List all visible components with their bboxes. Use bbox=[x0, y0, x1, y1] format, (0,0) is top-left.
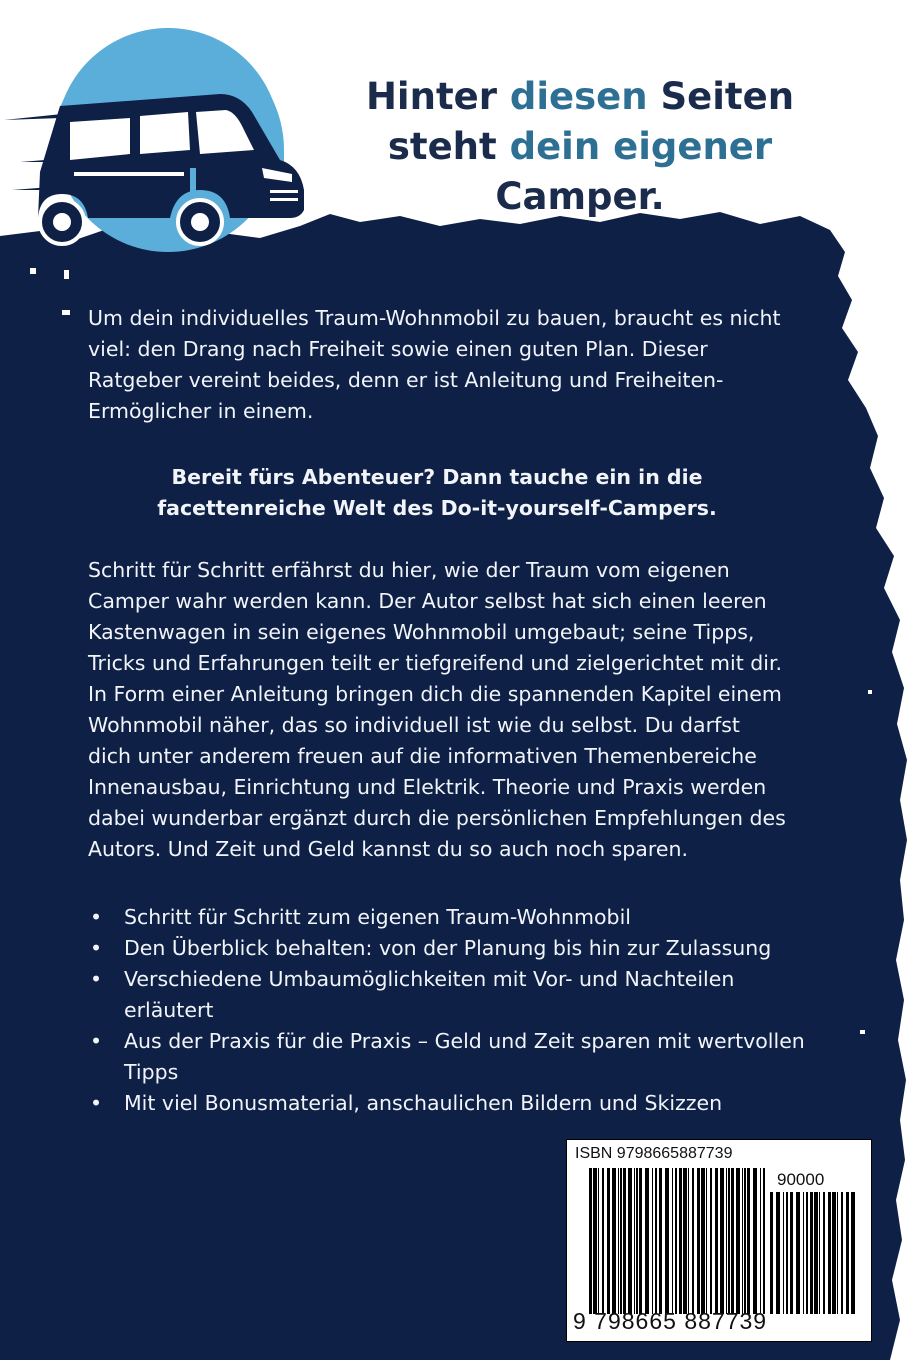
list-item bbox=[88, 902, 808, 933]
tagline: Bereit fürs Abenteuer? Dann tauche ein in die facettenreiche Welt des Do-it-yourself-Campers. bbox=[157, 465, 717, 520]
headline-word-accent: dein bbox=[509, 125, 601, 168]
headline-word: Hinter bbox=[365, 75, 497, 118]
list-item-text: Schritt für Schritt zum eigenen Traum-Wohnmobil bbox=[124, 905, 631, 929]
list-item-text: Mit viel Bonusmaterial, anschaulichen Bildern und Skizzen bbox=[124, 1091, 723, 1115]
headline-word: steht bbox=[387, 125, 497, 168]
camper-van-icon bbox=[0, 50, 310, 250]
headline-word-accent: eigener bbox=[613, 125, 773, 168]
list-item-text: Verschiedene Umbaumöglichkeiten mit Vor- und Nachteilen erläutert bbox=[124, 967, 735, 1022]
feature-list bbox=[88, 902, 808, 1119]
list-item-text: Aus der Praxis für die Praxis – Geld und Zeit sparen mit wertvollen Tipps bbox=[124, 1029, 805, 1084]
headline-word: Seiten bbox=[660, 75, 795, 118]
bullet-icon: • bbox=[90, 1091, 103, 1115]
bullet-icon: • bbox=[90, 967, 103, 991]
price-code: 90000 bbox=[777, 1170, 825, 1189]
intro-paragraph: Um dein individuelles Traum-Wohnmobil zu bauen, braucht es nicht viel: den Drang nach Freiheit sowie einen guten Plan. Dieser Ratgeber vereint beides, denn er ist Anleitung und Freiheiten-Ermöglicher in einem. bbox=[88, 306, 781, 423]
list-item bbox=[88, 1088, 808, 1119]
headline bbox=[300, 72, 860, 222]
barcode-addon-bars-icon bbox=[770, 1192, 860, 1314]
barcode-digits: 9 798665 887739 bbox=[573, 1308, 768, 1334]
isbn-label: ISBN 9798665887739 bbox=[575, 1145, 733, 1162]
list-item bbox=[88, 964, 808, 1026]
isbn-barcode bbox=[566, 1139, 872, 1342]
list-item-text: Den Überblick behalten: von der Planung bis hin zur Zulassung bbox=[124, 936, 772, 960]
bullet-icon: • bbox=[90, 1029, 103, 1053]
bullet-icon: • bbox=[90, 905, 103, 929]
headline-word: Camper. bbox=[495, 175, 665, 218]
headline-word-accent: diesen bbox=[509, 75, 648, 118]
barcode-bars-icon bbox=[589, 1168, 767, 1314]
list-item bbox=[88, 933, 808, 964]
body-paragraph: Schritt für Schritt erfährst du hier, wie der Traum vom eigenen Camper wahr werden kann. Der Autor selbst hat sich einen leeren Kastenwagen in sein eigenes Wohnmobil umgebaut; seine Tipps, Tricks und Erfahrungen teilt er tiefgreifend und zielgerichtet mit dir. In Form einer Anleitung bringen dich die spannenden Kapitel einem Wohnmobil näher, das so individuell ist wie du selbst. Du darfst dich unter anderem freuen auf die informativen Themenbereiche Innenausbau, Einrichtung und Elektrik. Theorie und Praxis werden dabei wunderbar ergänzt durch die persönlichen Empfehlungen des Autors. Und Zeit und Geld kannst du so auch noch sparen. bbox=[88, 558, 786, 861]
bullet-icon: • bbox=[90, 936, 103, 960]
list-item bbox=[88, 1026, 808, 1088]
